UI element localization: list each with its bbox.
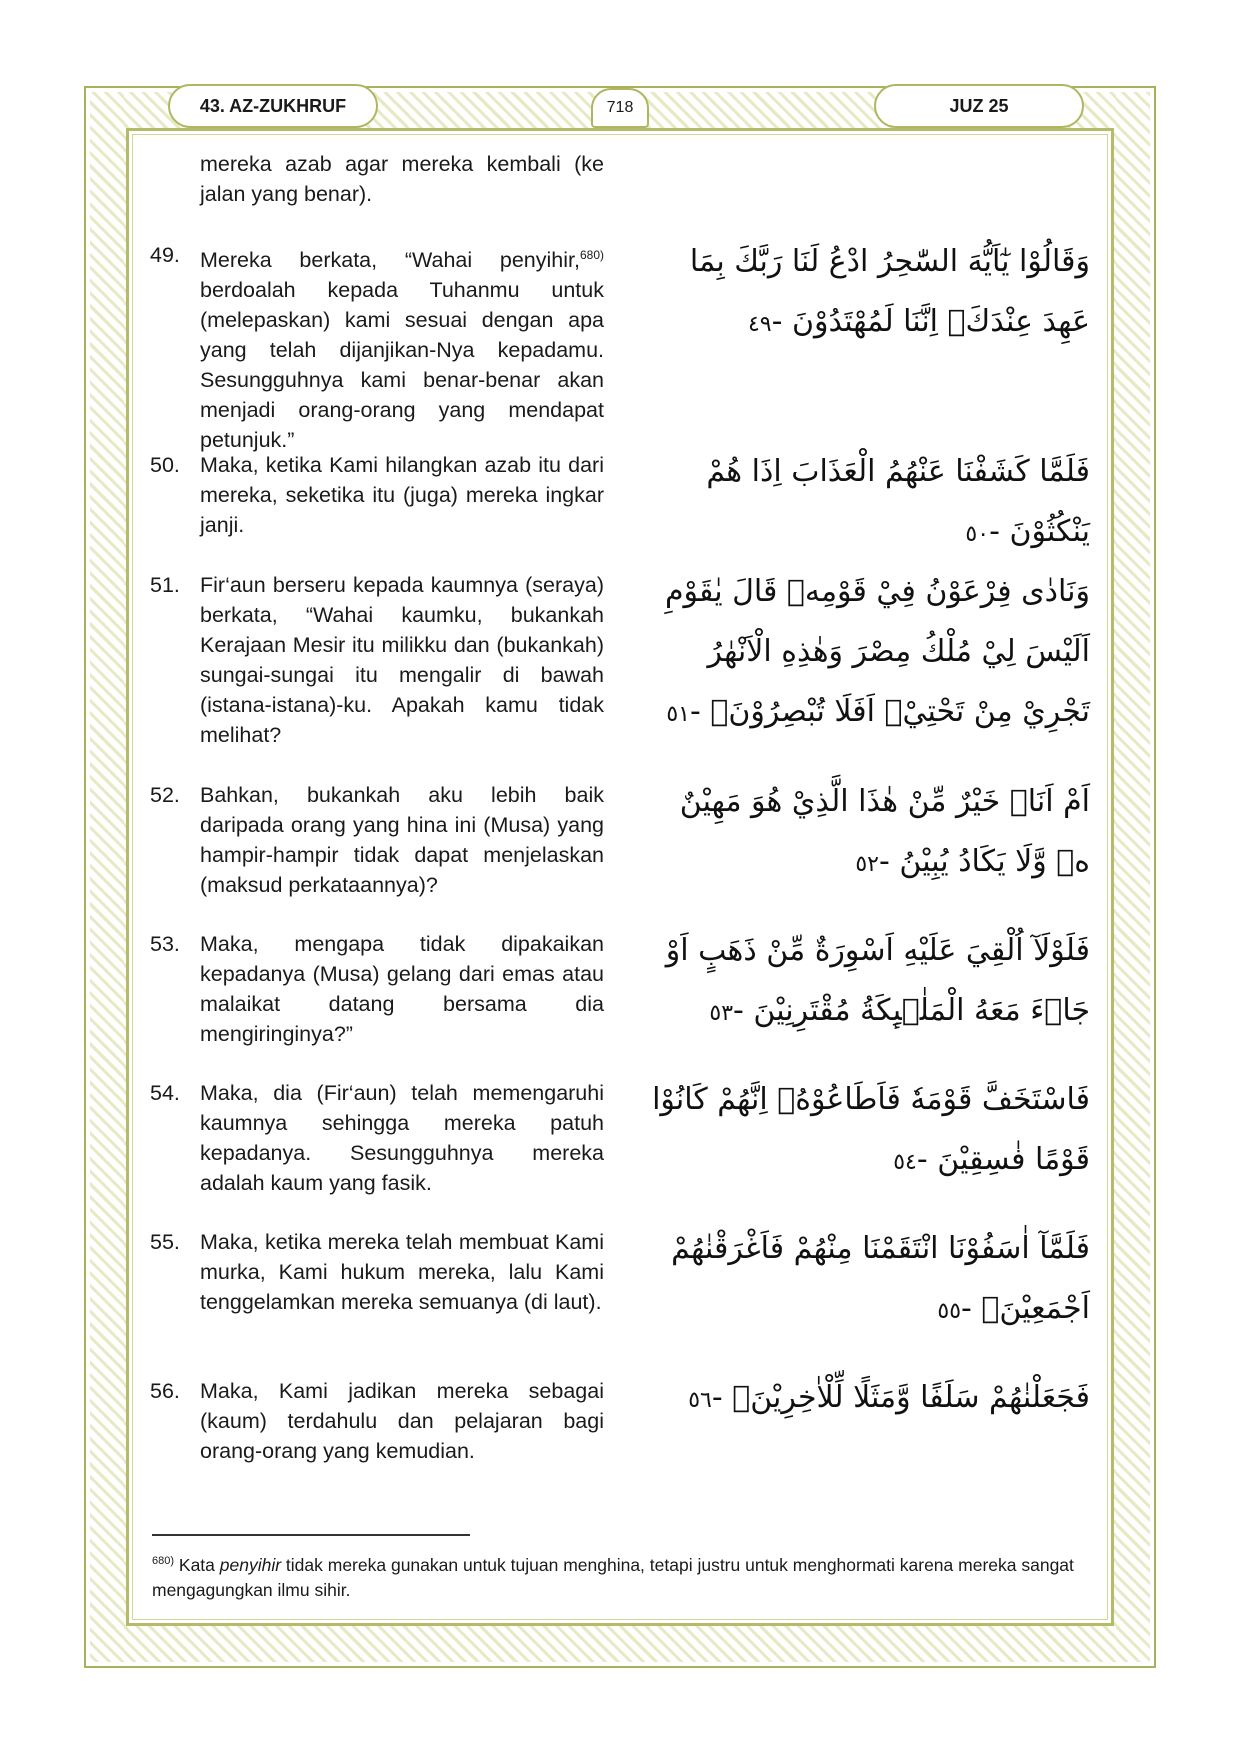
verse-translation: Fir‘aun berseru kepada kaumnya (seraya) berkata, “Wahai kaumku, bukankah Kerajaan Mesir itu milikku dan (bukankah) sungai-sungai itu mengalir di bawah (istana-istana)-ku. Apakah kamu tidak melihat? (200, 573, 604, 747)
verse-arabic: فَلَمَّآ اٰسَفُوْنَا انْتَقَمْنَا مِنْهُمْ فَاَغْرَقْنٰهُمْ اَجْمَعِيْنَۙ -٥٥ (671, 1231, 1090, 1326)
verse-translation: Mereka berkata, “Wahai penyihir,$^{680)}$ berdoalah kepada Tuhanmu untuk (melepaskan) kami sesuai dengan apa yang telah dijanjikan-Nya kepadamu. Sesungguhnya kami benar-benar akan menjadi orang-orang yang mendapat petunjuk.” (200, 248, 604, 453)
verse-number: 51. (150, 573, 180, 597)
footnote: $^{680)}$ Kata penyihir tidak mereka gunakan untuk tujuan menghina, tetapi justru untuk menghormati karena mereka sangat mengagungkan ilmu sihir. (152, 1554, 1074, 1600)
footnote-ref[interactable]: 680) (579, 248, 604, 262)
verse-translation: Maka, Kami jadikan mereka sebagai (kaum) terdahulu dan pelajaran bagi orang-orang yang kemudian. (200, 1379, 604, 1463)
verse-number: 55. (150, 1230, 180, 1254)
verse-translation: Maka, ketika Kami hilangkan azab itu dari mereka, seketika itu (juga) mereka ingkar janji. (200, 453, 604, 537)
verse-arabic: اَمْ اَنَا۠ خَيْرٌ مِّنْ هٰذَا الَّذِيْ هُوَ مَهِيْنٌ ەۙ وَّلَا يَكَادُ يُبِيْنُ -٥٢ (679, 784, 1090, 879)
verse-translation: Maka, ketika mereka telah membuat Kami murka, Kami hukum mereka, lalu Kami tenggelamkan mereka semuanya (di laut). (200, 1230, 604, 1314)
verse-translation: Maka, dia (Fir‘aun) telah memengaruhi kaumnya sehingga mereka patuh kepadanya. Sesungguhnya mereka adalah kaum yang fasik. (200, 1081, 604, 1195)
verse-number: 56. (150, 1379, 180, 1403)
verse-number: 53. (150, 932, 180, 956)
verse-arabic: فَاسْتَخَفَّ قَوْمَهٗ فَاَطَاعُوْهُۗ اِنَّهُمْ كَانُوْا قَوْمًا فٰسِقِيْنَ -٥٤ (652, 1082, 1090, 1177)
surah-title: 43. AZ-ZUKHRUF (168, 84, 378, 128)
verse-number: 49. (150, 243, 180, 267)
footnote-mark: 680) (152, 1555, 175, 1567)
verse-number: 54. (150, 1081, 180, 1105)
verse-number: 50. (150, 453, 180, 477)
verse-number: 52. (150, 783, 180, 807)
verse-arabic: وَقَالُوْا يٰٓاَيُّهَ السّٰحِرُ ادْعُ لَنَا رَبَّكَ بِمَا عَهِدَ عِنْدَكَۚ اِنَّنَا لَمُهْتَدُوْنَ -٤٩ (689, 244, 1090, 339)
verse-arabic: فَلَوْلَآ اُلْقِيَ عَلَيْهِ اَسْوِرَةٌ مِّنْ ذَهَبٍ اَوْ جَاۤءَ مَعَهُ الْمَلٰۤىِٕكَةُ مُقْتَرِنِيْنَ -٥٣ (665, 933, 1090, 1028)
page-number: 718 (591, 88, 649, 128)
verse-arabic: فَلَمَّا كَشَفْنَا عَنْهُمُ الْعَذَابَ اِذَا هُمْ يَنْكُثُوْنَ -٥٠ (706, 454, 1090, 549)
verse-arabic: وَنَادٰى فِرْعَوْنُ فِيْ قَوْمِهٖ قَالَ يٰقَوْمِ اَلَيْسَ لِيْ مُلْكُ مِصْرَ وَهٰذِهِ الْاَنْهٰرُ تَجْرِيْ مِنْ تَحْتِيْۚ اَفَلَا تُبْصِرُوْنَۗ -٥١ (664, 574, 1090, 729)
verse-translation: Bahkan, bukankah aku lebih baik daripada orang yang hina ini (Musa) yang hampir-hampir tidak dapat menjelaskan (maksud perkataannya)? (200, 783, 604, 897)
continuation-text: mereka azab agar mereka kembali (ke jalan yang benar). (200, 152, 604, 206)
verse-translation: Maka, mengapa tidak dipakaikan kepadanya (Musa) gelang dari emas atau malaikat datang bersama dia mengiringinya?” (200, 932, 604, 1046)
footnote-divider (152, 1534, 470, 1536)
juz-label: JUZ 25 (874, 84, 1084, 128)
footnote-italic-term: penyihir (219, 1554, 282, 1575)
verse-arabic: فَجَعَلْنٰهُمْ سَلَفًا وَّمَثَلًا لِّلْاٰخِرِيْنَࣖ -٥٦ (688, 1380, 1090, 1415)
